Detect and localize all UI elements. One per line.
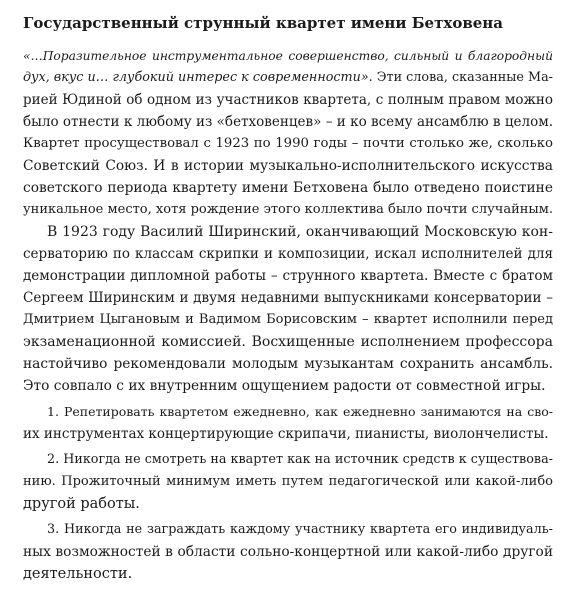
- text-line: деятельности.: [23, 566, 133, 582]
- rule-item-3: [23, 519, 553, 585]
- text-line: Это совпало с их внутренним ощущением радости от совместной игры.: [23, 378, 546, 394]
- text-line: 1. Репетировать квартетом ежедневно, как ежедневно занимаются на сво-: [47, 404, 553, 419]
- text-line: демонстрации дипломной работы – струнного квартета. Вместе с братом: [23, 268, 553, 284]
- text-line: экзаменационной комиссией. Восхищенные исполнением профессора: [23, 334, 553, 350]
- text-fragment: . Эти слова, сказанные Ма-: [368, 70, 553, 85]
- text-line: нию. Прожиточный минимум иметь путем педагогической или какой-либо: [23, 474, 553, 489]
- article: [23, 12, 553, 585]
- text-line: 2. Никогда не смотреть на квартет как на источник средств к существова-: [47, 452, 553, 467]
- paragraph-quote: [23, 45, 553, 221]
- text-line: настойчиво рекомендовали молодым музыкантам сохранить ансамбль.: [23, 356, 553, 372]
- text-line: ных возможностей в области сольно-концертной или какой-либо другой: [23, 544, 553, 560]
- paragraph-history: [23, 221, 553, 397]
- quote-fragment: дух, вкус и… глубокий интерес к современности»: [23, 70, 369, 85]
- article-title: Государственный струнный квартет имени Бетховена: [23, 14, 504, 32]
- text-line: Квартет просуществовал с 1923 по 1990 годы – почти столько же, сколько: [23, 136, 553, 151]
- text-line: рией Юдиной об одном из участников квартета, с полным правом можно: [23, 92, 553, 108]
- text-line: уникальное место, хотя рождение этого коллектива было почти случайным.: [23, 202, 553, 217]
- rule-item-2: [23, 449, 553, 515]
- text-line: другой работы.: [23, 496, 140, 512]
- text-line: «…Поразительное инструментальное совершенство, сильный и благородный: [23, 49, 553, 63]
- text-line: Советский Союз. И в истории музыкально-исполнительского искусства: [23, 158, 553, 174]
- text-line: советского периода квартету имени Бетховена было отведено поистине: [23, 180, 553, 196]
- text-line: 3. Никогда не заграждать каждому участнику квартета его индивидуаль-: [47, 522, 553, 537]
- text-line: их инструментах концертирующие скрипачи, пианисты, виолончелисты.: [23, 426, 549, 442]
- text-line: Сергеем Ширинским и двумя недавними выпускниками консерватории –: [23, 290, 553, 306]
- text-line: Дмитрием Цыгановым и Вадимом Борисовским – квартет исполнили перед: [23, 312, 553, 327]
- text-line: [23, 67, 553, 89]
- rule-item-1: [23, 401, 553, 445]
- text-line: было отнести к любому из «бетховенцев» – и ко всему ансамблю в целом.: [23, 114, 553, 130]
- text-line: В 1923 году Василий Ширинский, оканчивающий Московскую кон-: [47, 224, 553, 240]
- text-line: серваторию по классам скрипки и композиции, искал исполнителей для: [23, 246, 553, 262]
